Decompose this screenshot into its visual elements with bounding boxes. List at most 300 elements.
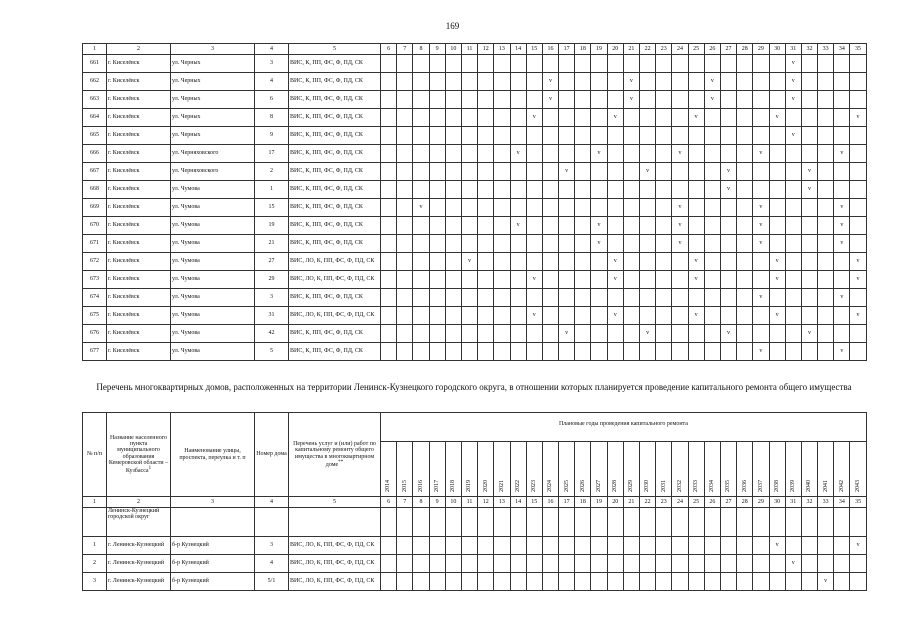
year-mark-cell: [510, 325, 526, 343]
year-mark-cell: [688, 325, 704, 343]
section-title: Перечень многоквартирных домов, расположенных на территории Ленинск-Кузнецкого городского округа, в отношении которых планируется проведение капитального ремонта общего имущества: [96, 382, 852, 392]
year-mark-cell: [429, 253, 445, 271]
table-row: [83, 55, 867, 73]
year-mark-cell: [656, 217, 672, 235]
check-mark: v: [532, 276, 536, 283]
year-mark-cell: [704, 145, 720, 163]
year-mark-cell: [720, 253, 736, 271]
column-number: 12: [478, 44, 494, 55]
column-number: 34: [834, 44, 850, 55]
check-mark: v: [856, 258, 860, 265]
year-mark-cell: [445, 573, 461, 591]
column-number: 31: [785, 497, 801, 508]
year-mark-cell: [623, 573, 639, 591]
column-number: 1: [83, 497, 107, 508]
year-mark-cell: [526, 253, 542, 271]
year-mark-cell: [461, 127, 477, 145]
year-mark-cell: [526, 163, 542, 181]
check-mark: v: [807, 168, 811, 175]
year-label: 2042: [838, 479, 845, 492]
year-mark-cell: [510, 573, 526, 591]
year-mark-cell: [656, 271, 672, 289]
year-header: [688, 442, 704, 497]
year-mark-cell: [688, 307, 704, 325]
table-row: [83, 343, 867, 361]
year-mark-cell: [834, 573, 850, 591]
year-mark-cell: [801, 109, 817, 127]
year-mark-cell: [575, 163, 591, 181]
year-mark-cell: [623, 271, 639, 289]
services-cell: ВИС, К, ПП, ФС, Ф, ПД, СК: [289, 181, 381, 199]
year-mark-cell: [704, 73, 720, 91]
year-mark-cell: [607, 55, 623, 73]
year-mark-cell: [834, 73, 850, 91]
year-mark-cell: [429, 343, 445, 361]
column-number: 33: [818, 497, 834, 508]
table-row: [83, 555, 867, 573]
year-label: 2019: [466, 479, 473, 492]
year-mark-cell: [623, 253, 639, 271]
year-mark-cell: [494, 127, 510, 145]
year-mark-cell: [737, 127, 753, 145]
year-mark-cell: [704, 253, 720, 271]
empty-cell: [381, 508, 397, 537]
city-cell: г. Киселёвск: [107, 55, 171, 73]
year-mark-cell: [704, 217, 720, 235]
empty-cell: [623, 508, 639, 537]
year-mark-cell: [672, 343, 688, 361]
house-number-cell: 42: [255, 325, 289, 343]
city-cell: г. Киселёвск: [107, 145, 171, 163]
year-mark-cell: [688, 55, 704, 73]
year-header: [510, 442, 526, 497]
check-mark: v: [516, 150, 520, 157]
check-mark: v: [678, 150, 682, 157]
check-mark: v: [759, 222, 763, 229]
year-mark-cell: [478, 199, 494, 217]
year-mark-cell: [818, 217, 834, 235]
empty-cell: [429, 508, 445, 537]
empty-cell: [818, 508, 834, 537]
year-mark-cell: [607, 343, 623, 361]
check-mark: v: [613, 258, 617, 265]
year-mark-cell: [801, 537, 817, 555]
year-mark-cell: [591, 289, 607, 307]
year-mark-cell: [753, 343, 769, 361]
year-mark-cell: [526, 127, 542, 145]
year-mark-cell: [575, 573, 591, 591]
year-mark-cell: [526, 235, 542, 253]
year-mark-cell: [623, 343, 639, 361]
street-cell: ул. Чумова: [171, 271, 255, 289]
empty-cell: [510, 508, 526, 537]
year-mark-cell: [461, 109, 477, 127]
row-number: 675: [83, 307, 107, 325]
column-number-row: [83, 497, 867, 508]
empty-cell: [461, 508, 477, 537]
year-mark-cell: [542, 163, 558, 181]
column-number: 11: [461, 497, 477, 508]
year-mark-cell: [769, 573, 785, 591]
year-mark-cell: [445, 127, 461, 145]
year-mark-cell: [526, 537, 542, 555]
year-mark-cell: [413, 555, 429, 573]
year-mark-cell: [445, 253, 461, 271]
row-number: 663: [83, 91, 107, 109]
column-number: 6: [381, 44, 397, 55]
year-mark-cell: [542, 145, 558, 163]
year-mark-cell: [737, 55, 753, 73]
year-mark-cell: [834, 145, 850, 163]
year-mark-cell: [429, 199, 445, 217]
year-header: [720, 442, 736, 497]
year-label: 2043: [855, 479, 861, 492]
year-label: 2039: [790, 479, 797, 492]
year-mark-cell: [429, 109, 445, 127]
year-mark-cell: [769, 73, 785, 91]
year-mark-cell: [688, 555, 704, 573]
year-mark-cell: [850, 181, 866, 199]
year-mark-cell: [850, 91, 866, 109]
city-cell: г. Киселёвск: [107, 289, 171, 307]
year-mark-cell: [688, 289, 704, 307]
year-mark-cell: [461, 573, 477, 591]
year-mark-cell: [785, 181, 801, 199]
year-mark-cell: [834, 289, 850, 307]
year-mark-cell: [704, 109, 720, 127]
check-mark: v: [694, 258, 698, 265]
year-mark-cell: [834, 271, 850, 289]
year-mark-cell: [688, 199, 704, 217]
empty-cell: [478, 508, 494, 537]
year-mark-cell: [510, 145, 526, 163]
year-mark-cell: [494, 217, 510, 235]
year-mark-cell: [704, 55, 720, 73]
services-cell: ВИС, К, ПП, ФС, Ф, ПД, СК: [289, 163, 381, 181]
year-mark-cell: [381, 199, 397, 217]
table-row: [83, 109, 867, 127]
year-mark-cell: [510, 555, 526, 573]
check-mark: v: [694, 312, 698, 319]
year-header: [381, 442, 397, 497]
year-mark-cell: [559, 307, 575, 325]
year-mark-cell: [526, 271, 542, 289]
year-mark-cell: [818, 145, 834, 163]
house-number-cell: 3: [255, 289, 289, 307]
year-mark-cell: [542, 573, 558, 591]
check-mark: v: [759, 240, 763, 247]
year-mark-cell: [607, 573, 623, 591]
column-number: 18: [575, 44, 591, 55]
year-mark-cell: [672, 109, 688, 127]
street-cell: ул. Чумова: [171, 289, 255, 307]
table-row: [83, 199, 867, 217]
year-mark-cell: [834, 307, 850, 325]
year-mark-cell: [640, 573, 656, 591]
check-mark: v: [678, 222, 682, 229]
check-mark: v: [710, 96, 714, 103]
year-mark-cell: [818, 73, 834, 91]
year-mark-cell: [381, 55, 397, 73]
year-mark-cell: [801, 199, 817, 217]
empty-cell: [704, 508, 720, 537]
house-number-cell: 3: [255, 537, 289, 555]
services-cell: ВИС, ЛО, К, ПП, ФС, Ф, ПД, СК: [289, 271, 381, 289]
city-cell: г. Киселёвск: [107, 109, 171, 127]
year-mark-cell: [737, 91, 753, 109]
year-mark-cell: [656, 163, 672, 181]
year-mark-cell: [850, 235, 866, 253]
year-mark-cell: [607, 325, 623, 343]
year-mark-cell: [559, 325, 575, 343]
year-mark-cell: [542, 199, 558, 217]
year-mark-cell: [720, 199, 736, 217]
year-mark-cell: [413, 73, 429, 91]
year-mark-cell: [575, 307, 591, 325]
year-mark-cell: [704, 181, 720, 199]
year-mark-cell: [381, 109, 397, 127]
check-mark: v: [727, 168, 731, 175]
year-mark-cell: [769, 55, 785, 73]
year-header: [494, 442, 510, 497]
year-mark-cell: [542, 555, 558, 573]
year-mark-cell: [559, 127, 575, 145]
year-mark-cell: [720, 555, 736, 573]
year-mark-cell: [656, 235, 672, 253]
year-mark-cell: [640, 109, 656, 127]
year-mark-cell: [607, 73, 623, 91]
table-row: [83, 73, 867, 91]
year-mark-cell: [623, 145, 639, 163]
year-mark-cell: [834, 127, 850, 145]
empty-cell: [737, 508, 753, 537]
year-mark-cell: [834, 199, 850, 217]
year-mark-cell: [575, 325, 591, 343]
empty-cell: [801, 508, 817, 537]
year-mark-cell: [461, 199, 477, 217]
year-mark-cell: [769, 537, 785, 555]
city-cell: г. Киселёвск: [107, 217, 171, 235]
year-mark-cell: [575, 289, 591, 307]
year-mark-cell: [429, 127, 445, 145]
year-mark-cell: [656, 573, 672, 591]
year-mark-cell: [429, 271, 445, 289]
year-mark-cell: [542, 271, 558, 289]
house-number-cell: 2: [255, 163, 289, 181]
street-cell: ул. Черных: [171, 73, 255, 91]
year-mark-cell: [769, 163, 785, 181]
year-mark-cell: [542, 217, 558, 235]
year-mark-cell: [737, 343, 753, 361]
year-mark-cell: [623, 235, 639, 253]
street-cell: ул. Чумова: [171, 235, 255, 253]
year-mark-cell: [559, 109, 575, 127]
year-mark-cell: [850, 343, 866, 361]
house-number-cell: 21: [255, 235, 289, 253]
row-number: 2: [83, 555, 107, 573]
column-number: 28: [737, 44, 753, 55]
year-mark-cell: [850, 73, 866, 91]
check-mark: v: [694, 114, 698, 121]
check-mark: v: [613, 276, 617, 283]
year-mark-cell: [607, 235, 623, 253]
year-mark-cell: [753, 163, 769, 181]
year-mark-cell: [720, 163, 736, 181]
year-mark-cell: [769, 235, 785, 253]
year-mark-cell: [445, 91, 461, 109]
year-mark-cell: [818, 271, 834, 289]
check-mark: v: [775, 258, 779, 265]
year-mark-cell: [413, 109, 429, 127]
table-row: [83, 235, 867, 253]
street-cell: б-р Кузнецкий: [171, 537, 255, 555]
column-number: 16: [542, 44, 558, 55]
year-mark-cell: [510, 343, 526, 361]
year-mark-cell: [656, 127, 672, 145]
year-mark-cell: [559, 217, 575, 235]
year-mark-cell: [397, 573, 413, 591]
year-mark-cell: [478, 537, 494, 555]
year-mark-cell: [753, 573, 769, 591]
year-mark-cell: [737, 271, 753, 289]
services-cell: ВИС, ЛО, К, ПП, ФС, Ф, ПД, СК: [289, 307, 381, 325]
city-cell: г. Киселёвск: [107, 271, 171, 289]
year-header: [769, 442, 785, 497]
year-mark-cell: [623, 289, 639, 307]
column-number: 8: [413, 497, 429, 508]
year-mark-cell: [559, 271, 575, 289]
year-mark-cell: [785, 343, 801, 361]
year-mark-cell: [640, 181, 656, 199]
services-cell: ВИС, К, ПП, ФС, Ф, ПД, СК: [289, 127, 381, 145]
year-mark-cell: [607, 163, 623, 181]
year-mark-cell: [559, 73, 575, 91]
year-header: [607, 442, 623, 497]
check-mark: v: [419, 204, 423, 211]
empty-cell: [542, 508, 558, 537]
year-header: [575, 442, 591, 497]
year-mark-cell: [575, 235, 591, 253]
year-mark-cell: [834, 163, 850, 181]
column-number: 24: [672, 497, 688, 508]
column-number: 16: [542, 497, 558, 508]
year-mark-cell: [461, 163, 477, 181]
year-header: [801, 442, 817, 497]
house-number-cell: 3: [255, 55, 289, 73]
year-mark-cell: [623, 217, 639, 235]
year-mark-cell: [494, 537, 510, 555]
city-cell: г. Киселёвск: [107, 325, 171, 343]
check-mark: v: [646, 168, 650, 175]
year-mark-cell: [542, 537, 558, 555]
year-mark-cell: [445, 289, 461, 307]
year-header: [753, 442, 769, 497]
check-mark: v: [759, 150, 763, 157]
year-mark-cell: [769, 343, 785, 361]
column-number: 12: [478, 497, 494, 508]
year-mark-cell: [656, 555, 672, 573]
year-mark-cell: [785, 289, 801, 307]
year-mark-cell: [769, 325, 785, 343]
row-number: 665: [83, 127, 107, 145]
empty-cell: [607, 508, 623, 537]
year-mark-cell: [737, 537, 753, 555]
year-mark-cell: [818, 307, 834, 325]
year-mark-cell: [704, 199, 720, 217]
year-mark-cell: [542, 91, 558, 109]
empty-cell: [834, 508, 850, 537]
empty-cell: [494, 508, 510, 537]
year-mark-cell: [526, 181, 542, 199]
year-mark-cell: [591, 181, 607, 199]
year-mark-cell: [607, 217, 623, 235]
year-mark-cell: [381, 91, 397, 109]
year-mark-cell: [801, 73, 817, 91]
year-mark-cell: [769, 91, 785, 109]
year-mark-cell: [850, 55, 866, 73]
year-mark-cell: [850, 325, 866, 343]
year-mark-cell: [737, 199, 753, 217]
row-number: 667: [83, 163, 107, 181]
year-mark-cell: [737, 253, 753, 271]
city-cell: г. Киселёвск: [107, 199, 171, 217]
column-number: 25: [688, 497, 704, 508]
year-mark-cell: [720, 55, 736, 73]
year-mark-cell: [769, 109, 785, 127]
year-mark-cell: [413, 325, 429, 343]
year-mark-cell: [397, 163, 413, 181]
row-number: 674: [83, 289, 107, 307]
table-row: [83, 163, 867, 181]
column-number: 26: [704, 497, 720, 508]
year-mark-cell: [656, 109, 672, 127]
year-label: 2041: [822, 479, 829, 492]
year-mark-cell: [559, 289, 575, 307]
column-number: 31: [785, 44, 801, 55]
year-mark-cell: [591, 343, 607, 361]
year-mark-cell: [818, 181, 834, 199]
year-mark-cell: [801, 145, 817, 163]
year-mark-cell: [850, 271, 866, 289]
year-mark-cell: [542, 73, 558, 91]
year-mark-cell: [656, 343, 672, 361]
year-mark-cell: [640, 325, 656, 343]
year-mark-cell: [850, 109, 866, 127]
city-cell: г. Ленинск-Кузнецкий: [107, 573, 171, 591]
year-mark-cell: [737, 145, 753, 163]
year-mark-cell: [575, 109, 591, 127]
year-mark-cell: [640, 91, 656, 109]
year-mark-cell: [478, 573, 494, 591]
year-mark-cell: [704, 537, 720, 555]
year-mark-cell: [591, 253, 607, 271]
year-mark-cell: [656, 91, 672, 109]
row-number: 1: [83, 537, 107, 555]
year-mark-cell: [559, 573, 575, 591]
year-mark-cell: [607, 199, 623, 217]
column-number: 20: [607, 497, 623, 508]
year-mark-cell: [526, 73, 542, 91]
empty-cell: [559, 508, 575, 537]
year-mark-cell: [429, 163, 445, 181]
year-mark-cell: [575, 145, 591, 163]
year-mark-cell: [510, 73, 526, 91]
year-mark-cell: [591, 91, 607, 109]
check-mark: v: [807, 186, 811, 193]
year-mark-cell: [688, 235, 704, 253]
year-mark-cell: [785, 573, 801, 591]
year-mark-cell: [559, 537, 575, 555]
